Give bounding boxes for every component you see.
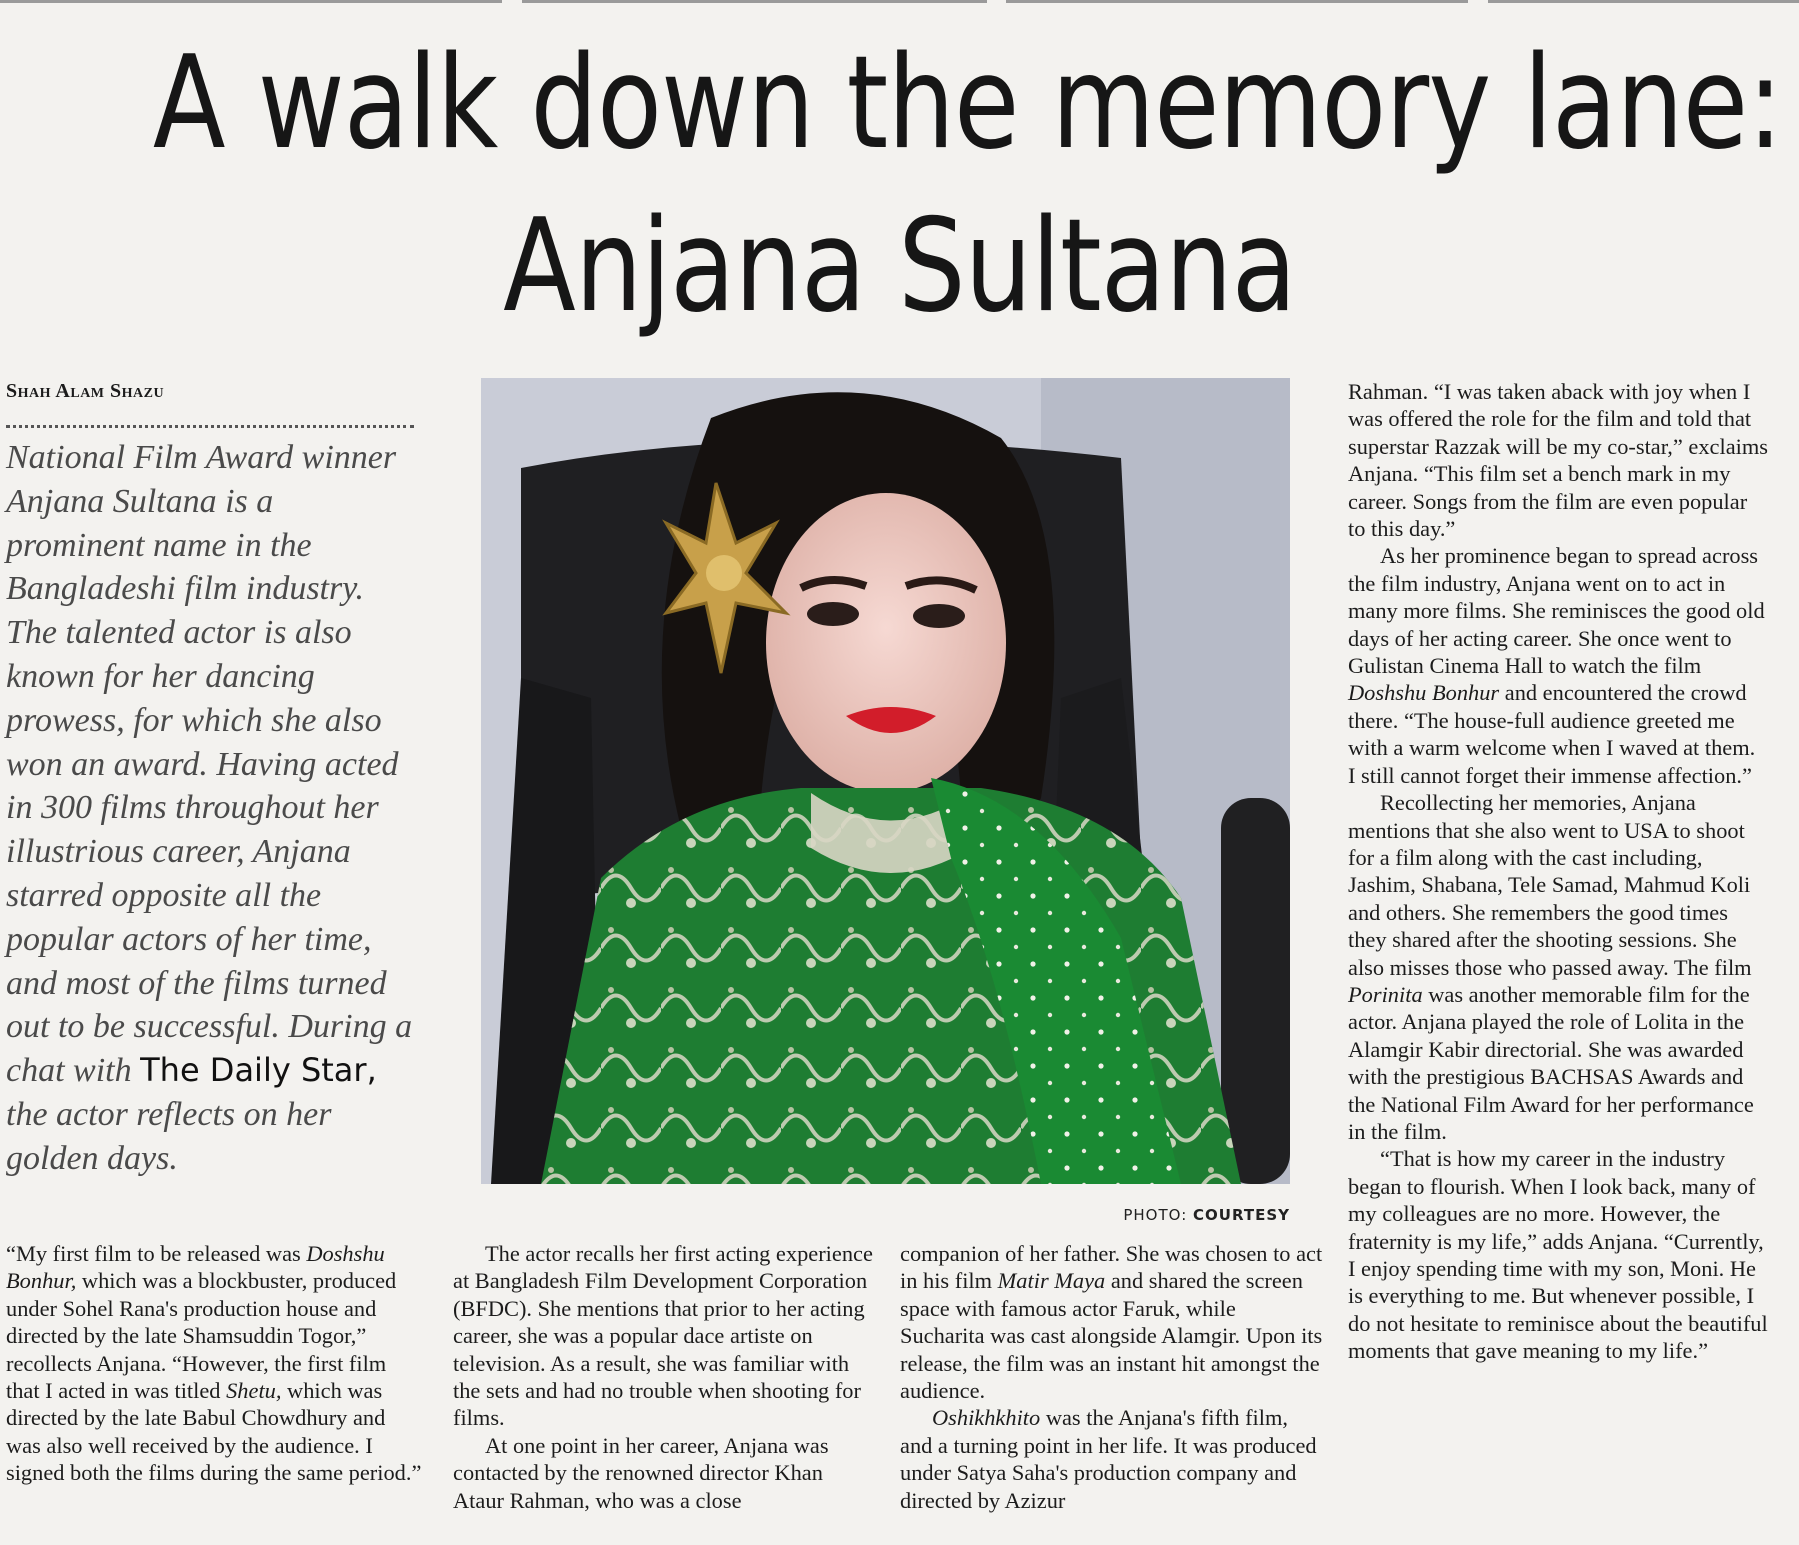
col3-paragraph-1 bbox=[900, 1240, 1325, 1404]
film-title: Oshikhkhito bbox=[932, 1405, 1041, 1431]
photo-credit bbox=[1123, 1206, 1290, 1224]
col2-paragraph-1: The actor recalls her first acting experience at Bangladesh Film Development Corporation (BFDC). She mentions that prior to her acting career, she was a popular dace artiste on television. As a result, she was familiar with the sets and had no trouble when shooting for films. bbox=[453, 1241, 873, 1431]
col4-paragraph-1: Rahman. “I was taken aback with joy when I was offered the role for the film and told that superstar Razzak will be my co-star,” exclaims Anjana. “This film set a bench mark in my career. Songs from the film are even popular to this day.” bbox=[1348, 379, 1769, 542]
top-rule-2 bbox=[522, 0, 987, 3]
photo-credit-label: PHOTO: bbox=[1123, 1206, 1188, 1224]
article-column-2 bbox=[453, 1240, 878, 1514]
film-title: Matir Maya bbox=[997, 1268, 1106, 1294]
col4-paragraph-2 bbox=[1348, 542, 1768, 789]
text-run: was another memorable film for the actor. Anjana played the role of Lolita in the Alamgir Kabir directorial. She was awarded with the prestigious BACHSAS Awards and the National Film Award for her performance in the film. bbox=[1348, 981, 1754, 1144]
byline: Shah Alam Shazu bbox=[6, 380, 165, 402]
text-run: which was directed by the late Babul Chowdhury and was also well received by the audience. I signed both the films during the same period.” bbox=[6, 1378, 422, 1486]
text-run: As her prominence began to spread across the film industry, Anjana went on to act in many more films. She reminisces the good old days of her acting career. She once went to Gulistan Cinema Hall to watch the film bbox=[1348, 543, 1765, 679]
intro-standfirst bbox=[6, 436, 418, 1181]
publication-name: The Daily Star, bbox=[140, 1051, 377, 1090]
article-column-1 bbox=[6, 1240, 424, 1487]
top-rule-1 bbox=[0, 0, 502, 3]
text-run: companion of her father. She was chosen to act in his film bbox=[900, 1241, 1323, 1294]
col4-paragraph-4: “That is how my career in the industry began to flourish. When I look back, many of my colleagues are no more. However, the fraternity is my life,” adds Anjana. “Currently, I enjoy spending time with my son, Moni. He is everything to me. But whenever possible, I do not hesitate to reminisce about the beautiful moments that gave meaning to my life.” bbox=[1348, 1146, 1768, 1364]
intro-text-a: National Film Award winner Anjana Sultana is a prominent name in the Bangladeshi film industry. The talented actor is also known for her dancing prowess, for which she also won an award. Having acted in 300 films throughout her illustrious career, Anjana starred opposite all the popular actors of her time, and most of the films turned out to be successful. During a chat with bbox=[6, 439, 413, 1090]
text-run: which was a blockbuster, produced under Sohel Rana's production house and directed by the late Shamsuddin Togor,” recollects Anjana. “However, the first film that I acted in was titled bbox=[6, 1268, 397, 1404]
byline-divider bbox=[6, 425, 414, 428]
col4-paragraph-3 bbox=[1348, 789, 1768, 1145]
text-run: Recollecting her memories, Anjana mentions that she also went to USA to shoot for a film along with the cast including, Jashim, Shabana, Tele Samad, Mahmud Koli and others. She remembers the good times they shared after the shooting sessions. She also misses those who passed away. The film bbox=[1348, 790, 1752, 980]
headline-line-2: Anjana Sultana bbox=[503, 192, 1296, 341]
top-rule-4 bbox=[1488, 0, 1799, 3]
headline-line-1: A walk down the memory lane: bbox=[152, 29, 1783, 178]
text-run: and encountered the crowd there. “The house-full audience greeted me with a warm welcome when I waved at them. I still cannot forget their immense affection.” bbox=[1348, 680, 1756, 788]
intro-text-b: the actor reflects on her golden days. bbox=[6, 1095, 332, 1177]
portrait-illustration bbox=[481, 378, 1290, 1184]
text-run: “My first film to be released was bbox=[6, 1241, 307, 1266]
face bbox=[766, 493, 1006, 793]
film-title: Shetu, bbox=[226, 1378, 282, 1404]
text-run: and shared the screen space with famous actor Faruk, while Sucharita was cast alongside Alamgir. Upon its release, the film was an instant hit amongst the audience. bbox=[900, 1268, 1323, 1404]
headline bbox=[152, 22, 1783, 348]
article-column-4 bbox=[1348, 378, 1768, 1365]
article-column-3 bbox=[900, 1240, 1325, 1514]
col3-paragraph-2 bbox=[900, 1404, 1325, 1514]
col2-paragraph-2: At one point in her career, Anjana was contacted by the renowned director Khan Ataur Rahman, who was a close bbox=[453, 1432, 829, 1513]
top-rule-3 bbox=[1006, 0, 1468, 3]
col1-paragraph-1 bbox=[6, 1240, 424, 1487]
portrait-photo bbox=[481, 378, 1290, 1184]
text-run: was the Anjana's fifth film, and a turning point in her life. It was produced under Satya Saha's production company and directed by Azizur bbox=[900, 1405, 1317, 1513]
film-title: Doshshu Bonhur, bbox=[6, 1241, 385, 1294]
film-title: Doshshu Bonhur bbox=[1348, 680, 1500, 706]
film-title: Porinita bbox=[1348, 981, 1423, 1007]
photo-credit-value: COURTESY bbox=[1193, 1206, 1290, 1224]
